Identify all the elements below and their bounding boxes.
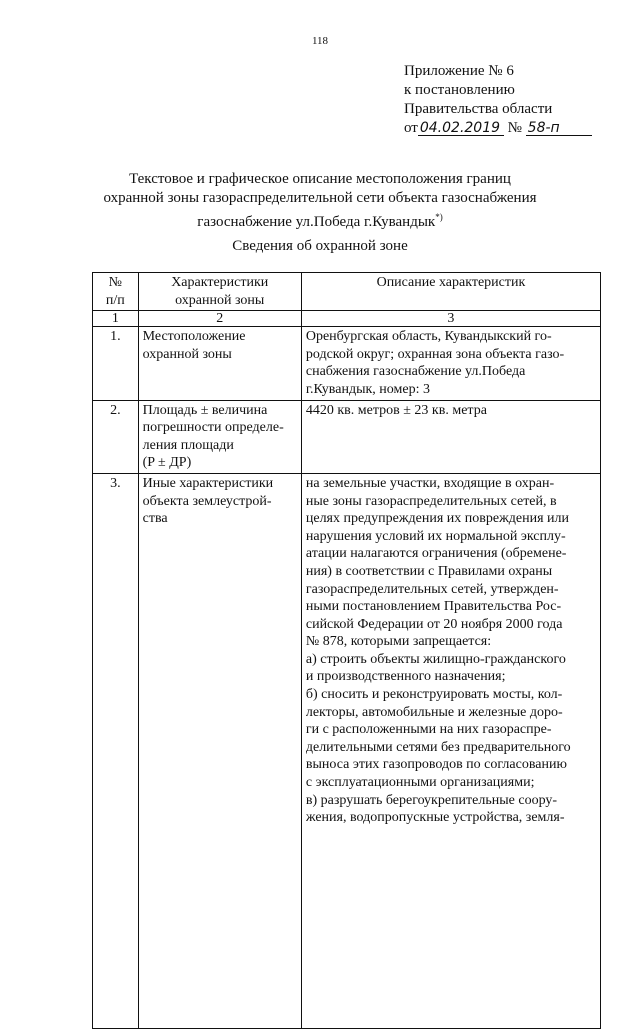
row-description [301,400,600,473]
row-number: 1. [93,327,139,400]
cell-line: ления площади [142,437,234,453]
header-text: п/п [105,292,125,308]
cell-line: с эксплуатационными организациями; [305,775,535,791]
header-text: Описание характеристик [376,275,526,290]
cell-line: № 878, которыми запрещается: [305,634,492,650]
appendix-line: Приложение № 6 [404,63,514,79]
cell-line: а) строить объекты жилищно-гражданского [305,651,566,667]
document-title [100,170,540,232]
row-characteristic [138,327,301,400]
table-row [93,473,601,1028]
cell-line: Оренбургская область, Кувандыкский го- [305,329,552,345]
header-num [93,273,139,311]
cell-line: объекта землеустрой- [142,493,272,509]
appendix-line: к постановлению [404,82,515,98]
from-label: от [404,120,418,136]
cell-line: ными постановлением Правительства Рос- [305,599,562,615]
header-text: охранной зоны [175,292,265,308]
cell-line: родской округ; охранная зона объекта газо- [305,346,565,362]
cell-line: атации налагаются ограничения (обремене- [305,546,567,562]
row-description [301,327,600,400]
appendix-line: Правительства области [404,101,553,117]
cell-line: газораспределительных сетей, утвержден- [305,581,559,597]
cell-line: ные зоны газораспределительных сетей, в [305,493,557,509]
cell-line: ства [142,511,168,527]
cell-line: целях предупреждения их повреждения или [305,511,569,527]
header-text: № [108,275,122,290]
cell-line: Местоположение [142,329,246,345]
table-row [93,400,601,473]
index-cell: 1 [93,311,139,327]
cell-line: Площадь ± величина [142,402,268,418]
row-number: 2. [93,400,139,473]
cell-line: на земельные участки, входящие в охран- [305,475,555,491]
cell-line: лекторы, автомобильные и железные доро- [305,704,563,720]
index-cell: 3 [301,311,600,327]
cell-line: в) разрушать берегоукрепительные соору- [305,792,558,808]
title-line-text: газоснабжение ул.Победа г.Кувандык [197,214,436,230]
cell-line: выноса этих газопроводов по согласованию [305,757,567,773]
appendix-block [404,62,592,138]
cell-line: нарушения условий их нормальной эксплу- [305,528,566,544]
header-text: Характеристики [171,275,269,290]
footnote-mark: *) [435,212,443,222]
row-description-body [306,475,596,1027]
cell-line: сийской Федерации от 20 ноября 2000 года [305,616,563,632]
number-label: № [507,120,522,136]
cell-line: жения, водопропускные устройства, земля- [305,810,565,826]
section-subtitle: Сведения об охранной зоне [232,238,408,254]
cell-line: Иные характеристики [142,475,274,491]
cell-line: г.Кувандык, номер: 3 [305,381,430,397]
table-header-row [93,273,601,311]
protected-zone-table [92,272,601,1029]
cell-line: ния) в соответствии с Правилами охраны [305,563,553,579]
appendix-date-line [404,119,592,138]
cell-line: ги с расположенными на них газораспре- [305,722,552,738]
cell-line: охранной зоны [142,346,232,362]
cell-line: 4420 кв. метров ± 23 кв. метра [305,402,487,418]
row-description [301,473,600,1028]
index-cell: 2 [138,311,301,327]
cell-line: снабжения газоснабжение ул.Победа [305,364,526,380]
title-line: Текстовое и графическое описание местоположения границ [129,171,511,187]
row-number: 3. [93,473,139,1028]
title-line: охранной зоны газораспределительной сети объекта газоснабжения [103,190,537,206]
row-characteristic [138,473,301,1028]
page-number: 118 [311,35,329,47]
column-index-row [93,311,601,327]
header-description [301,273,600,311]
cell-line: б) сносить и реконструировать мосты, кол- [305,687,563,703]
cell-line: погрешности определе- [142,420,284,436]
handwritten-number: 58-п [526,121,592,136]
header-characteristics [138,273,301,311]
cell-line: делительными сетями без предварительного [305,739,571,755]
row-characteristic [138,400,301,473]
cell-line: и производственного назначения; [305,669,506,685]
title-line [100,208,540,232]
table-row [93,327,601,400]
cell-line: (P ± ДР) [142,455,192,471]
handwritten-date: 04.02.2019 [418,121,504,136]
